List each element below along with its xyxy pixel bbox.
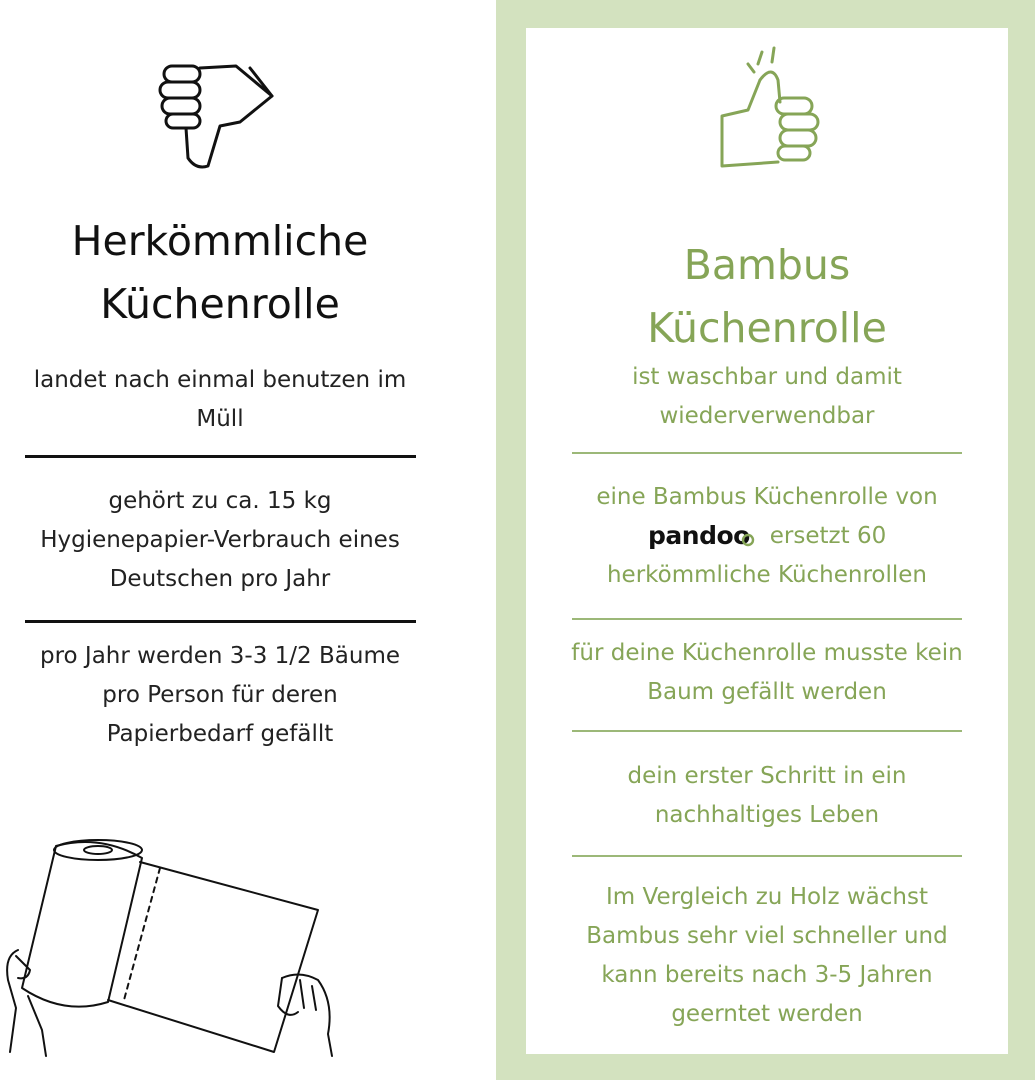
bamboo-panel-border [496,0,1035,1080]
divider [572,730,962,732]
bamboo-title: Bambus Küchenrolle [647,241,887,352]
bamboo-point-2: eine Bambus Küchenrolle von pandoo ersetzt 60 herkömmliche Küchenrollen [596,484,938,588]
svg-text:pandoo: pandoo [647,521,750,550]
bamboo-point-1: ist waschbar und damit wiederverwendbar [632,364,902,429]
pandoo-logo [648,522,756,552]
bamboo-point-4: dein erster Schritt in ein nachhaltiges Leben [627,763,907,828]
conventional-point-2: gehört zu ca. 15 kg Hygienepapier-Verbrauch eines Deutschen pro Jahr [40,488,400,592]
paper-towel-roll-hands-icon [0,830,345,1060]
divider [572,618,962,620]
conventional-point-1: landet nach einmal benutzen im Müll [33,367,407,432]
conventional-title: Herkömmliche Küchenrolle [71,217,369,328]
bamboo-point-5: Im Vergleich zu Holz wächst Bambus sehr viel schneller und kann bereits nach 3-5 Jahren geerntet werden [586,884,948,1027]
thumbs-down-icon [158,60,276,172]
conventional-panel [0,0,496,1080]
divider [25,620,416,623]
thumbs-up-icon [718,44,828,172]
bamboo-point-3: für deine Küchenrolle musste kein Baum gefällt werden [571,640,963,705]
divider [572,855,962,857]
conventional-point-3: pro Jahr werden 3-3 1/2 Bäume pro Person für deren Papierbedarf gefällt [39,643,400,747]
bamboo-panel [526,28,1008,1054]
divider [25,455,416,458]
divider [572,452,962,454]
